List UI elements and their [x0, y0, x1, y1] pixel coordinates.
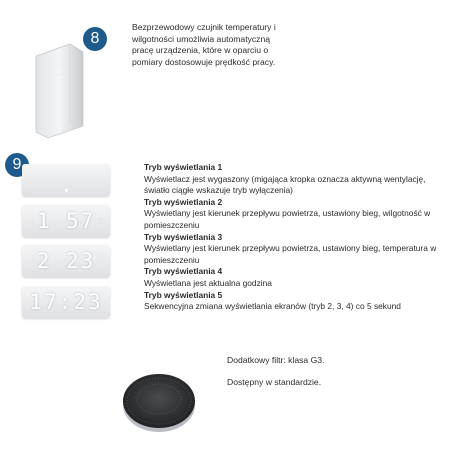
mode-title: Tryb wyświetlania 1	[144, 162, 223, 172]
section-8-badge: 8	[83, 27, 107, 51]
mode-item	[144, 232, 449, 267]
display-panel-mode-3	[22, 245, 110, 277]
unit-label: %	[97, 217, 104, 225]
sensor-device-image	[28, 42, 88, 142]
mode-item	[144, 162, 449, 197]
mode-description: Wyświetlana jest aktualna godzina	[144, 277, 272, 288]
section-9-badge: 9	[5, 153, 29, 177]
filter-availability: Dostępny w standardzie.	[227, 377, 322, 387]
display-panel-mode-1	[22, 164, 110, 196]
activity-dot	[65, 189, 68, 192]
mode-title: Tryb wyświetlania 5	[144, 289, 223, 300]
display-modes-list	[144, 162, 449, 313]
mode-item	[144, 266, 449, 289]
mode-item	[144, 197, 449, 232]
mode-title: Tryb wyświetlania 3	[144, 231, 223, 242]
display-panel-mode-4	[22, 286, 110, 318]
filter-class-label: Dodatkowy filtr: klasa G3.	[227, 355, 325, 365]
mode-title: Tryb wyświetlania 2	[144, 196, 223, 207]
filter-image	[116, 365, 202, 435]
mode-description: Wyświetlany jest kierunek przepływu powietrza, ustawiony bieg, wilgotność w pomieszczeniu	[144, 208, 431, 230]
airflow-up-indicator: ↑	[29, 255, 35, 263]
airflow-down-indicator: ↓	[29, 219, 35, 227]
mode-description: Wyświetlacz jest wygaszony (migająca kropka oznacza aktywną wentylację, światło ciągłe wskazuje tryb wyłączenia)	[144, 173, 426, 196]
display-panel-mode-2	[22, 205, 110, 237]
unit-label: °C	[96, 253, 105, 261]
mode-title: Tryb wyświetlania 4	[144, 266, 223, 277]
display-clock: 17:23	[29, 290, 103, 314]
display-digits: 2 23	[36, 249, 96, 273]
mode-description: Sekwencyjna zmiana wyświetlania ekranów (tryb 2, 3, 4) co 5 sekund	[144, 301, 401, 312]
display-digits: 1 57	[36, 209, 96, 233]
mode-description: Wyświetlany jest kierunek przepływu powietrza, ustawiony bieg, temperatura w pomieszczeniu	[144, 243, 437, 265]
section-8-description: Bezprzewodowy czujnik temperatury i wilgotności umożliwia automatyczną pracę urządzenia, które w oparciu o pomiary dostosowuje prędkość pracy.	[132, 22, 276, 67]
mode-item	[144, 290, 449, 313]
